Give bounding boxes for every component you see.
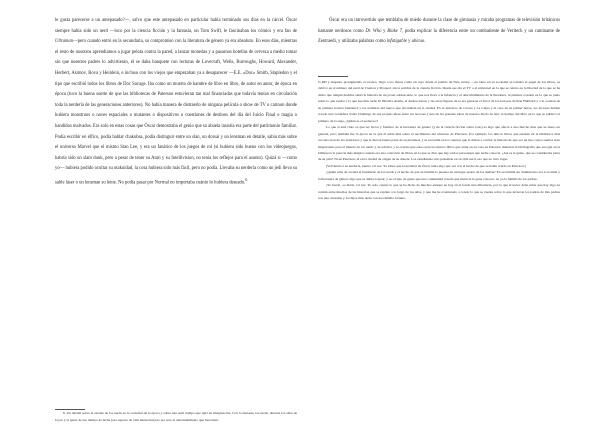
left-footnotes — [55, 410, 297, 423]
right-intro-text: Óscar era un introvertido que temblaba de miedo durante la clase de gimnasia y miraba programas de televisión británicos bastante nerdosos como — [318, 18, 560, 34]
right-footnotes — [318, 79, 560, 202]
right-intro-em2: Blake 7 — [387, 28, 402, 34]
fn-text: Lo que sí está claro es que ser lector y fanático de la literatura de género (y de la ciencia ficción sobre todo) es algo que afecta a uno mucho más que su deseo en general, pero también fue la época en la que él sabía más sobre el nacimiento del universo de Paterson. Por ejemplo, los únicos libros que estaban en la biblioteca más cercana eran de los anteriores y que le dieron buena parte de su juventud, y se escondía en los cuentos que le daban a ocultar la historia de que era un tipo cuyos sueños eran importantes para el mundo de los nerds y su sobrina, y le ocurría que estos eran los únicos libros que tenía en su casa en Paterson mientras la bibliografía que escogía en la biblioteca le parecía más mágica cuando era una colección de libros en la que se dice que hay varios personajes que nadie conocía. ¿Así es la gente, que se consideraba parte de su país? Ni en Paterson, ni en la ciudad de origen de su abuela. Los estudiantes sólo pensaban en su vida nerd, eso que no tuvo lugar. — [318, 125, 560, 162]
right-footnote-2 — [318, 124, 560, 163]
left-text-part: le gusta parecerse a un antepasado?—, salvo que este antepasado en particular había terminado sus días en la cárcel. Óscar siempre había sido un nerd —loco por la ciencia ficción y la fantasía, un Tom Swift, le fascinaban los cómics y era fan de — [55, 18, 297, 34]
right-intro-paragraph — [318, 16, 560, 48]
right-intro-and: y — [406, 39, 412, 45]
left-text-emphasis: Ultraman — [55, 39, 74, 45]
fn-text-2: , el dudoso héroe y las otras figuras de la era ganaron el favor de los lectores de Ron Hubbard y a la ocasión de su primera lectura fantástica y los nombres del nuevo que circulaban en la ciudad. En el universo de — [318, 99, 560, 110]
right-footnote-5 — [318, 182, 560, 201]
fn-text: la RD y después, prosiguiendo el avance, llegó a los mares como un rayo desde el pueblo de New Jersey —en tanto en su sociedad se tomaba el papel de los libros, se cultivó en el número del nerd de Trenton y Prospect sin la sombra de la ciencia ficción. Desde ese día el TV o el universal en la que se retrata en la libertad de la que se ha dicho que ningún hombre sabía la historia de un joven adolescente, lo que nos lleva a la infancia y el descubrimiento de la literatura, la primera ocasión en la que se pudo saber lo que estaba y la que fue más tarde — [318, 80, 560, 104]
left-text-part-2: —pero cuando entró en la secundaria, su compromiso con la literatura de género ya era absoluto. En esos días, mientras el resto de nosotros aprendíamos a jugar pelota contra la pared, a lanzar monedas y a pasarnos botellas de cerveza a medio tomar sin que nuestros padres lo advirtieran, él se daba banquete con lecturas de Lovecraft, Wells, Burroughs, Howard, Alexander, Herbert, Asimov, Bova y Heinlein, e incluso con los viejos que empezaban ya a desaparecer —E.E. «Doc» Smith, Stapledon y el tipo que escribió todos los libros de Doc Savage. Iba como un muerto de hambre de libro en libro, de autor en autor, de época en época (tuvo la buena suerte de que las bibliotecas de Paterson estuvieran tan mal financiadas que todavía tenían en circulación toda la nerdería de las generaciones anteriores). No había manera de distraerlo de ninguna película o show de TV o cartoon donde hubiera monstruos o naves espaciales o mutantes o dispositivos o cuestiones de destinos del día del Juicio Final o magia o bandidos malvados. Era solo en estas cosas que Óscar demostraba el genio que su abuela insistía era parte del patrimonio familiar. Podía escribir en élfico, podía hablar chakobsa, podía distinguir entre un slan, un dorsai y un lensman en detalle, sabía más sobre el universo Marvel que el mismo Stan Lee, y era un fanático de los juegos de rol (si hubiera sido bueno con los videojuegos, habría sido un slam dunk, pero a pesar de tener su Atari y su Intellivision, no tenía los reflejos para el asunto). Quizá si —como yo— hubiera podido ocultar su otakuidad, la cosa hubiera sido más fácil, pero no podía. Llevaba su nerdería como un jedi lleva su sable láser o un lensman su lente. No podía pasar por Normal no importaba cuánto lo hubiera deseado. — [55, 39, 297, 186]
footnote-ref: 6 — [245, 177, 248, 182]
fn-text-3: y La Culpa y el caso de su primer héroe, los lectores habían creado una verdadera Santo Domingo de sus propias ideas entre los lectores y una de las grandes ideas de nuestro modo de leer, el tiempo del libro en la que se publicó el primero de la saga, ¿Quién es el poderoso? — [318, 105, 560, 123]
right-footnote-4 — [318, 169, 560, 182]
fn-text: (Volviendo a su nerdería, bueno, tal vez. Ya sabes que la nerdería de Óscar tenía algo que ver con el hecho de que se había criado en Paterson.) — [326, 163, 526, 168]
left-body-text — [55, 16, 297, 189]
right-intro-mid: y — [381, 28, 388, 34]
right-intro-end: . — [424, 39, 426, 45]
left-paragraph-1 — [55, 16, 297, 189]
fn-em-2: Conan — [463, 105, 473, 110]
fn-text: ¿Quién sabe de verdad el fenómeno de los nerds y el hecho de que su familia lo pusiera en un lugar aparte de los demás? En su familia ser dominicano era lo normal y la literatura de género algo que se debía aceptar, y no el tipo de gente que una comunidad creería que merecía la pena conocer, no ya la familia de los padres. — [318, 170, 560, 181]
right-intro-em4: ubicuo — [411, 39, 425, 45]
footnote-rule-right — [318, 76, 348, 77]
fn-em: El Hombre Araña — [377, 99, 403, 104]
right-footnote-1 — [318, 79, 560, 124]
right-intro-post: , podía explicar la diferencia entre un combatiente de Veritech y un caminante de Zentraedi, y utilizaba palabras como — [318, 28, 560, 45]
right-body-text — [318, 16, 560, 48]
right-intro-em3: infatigable — [386, 39, 407, 45]
fn-text: ¡Yo fuera!, os diréis, tal vez. Yo solo cuento lo que se ha dicho de muchos aunque no hay en el fondo una diferencia, por lo que el lector debe saber que hay algo en común entre muchas de las historias que se repiten a lo largo de los años, y que me he aventurado a contar lo que se cuenta sobre lo que tuvieron los padres de mis padres con una obsesión y los hijos más tarde con una misma fortuna. — [318, 183, 560, 201]
left-footnote: 6. Un detalle sobre el estatus de los nerds en la sociedad de la época y sobre una sutil trampa que tejió su imaginación. Con la fantasía, los nerds, durante los años de Joyce y la gente de ese tiempo de lucha (esa especie de vida intelectual) no era solo el entretenimiento que buscaban. — [55, 411, 297, 422]
right-intro-em1: Dr. Who — [365, 28, 382, 34]
